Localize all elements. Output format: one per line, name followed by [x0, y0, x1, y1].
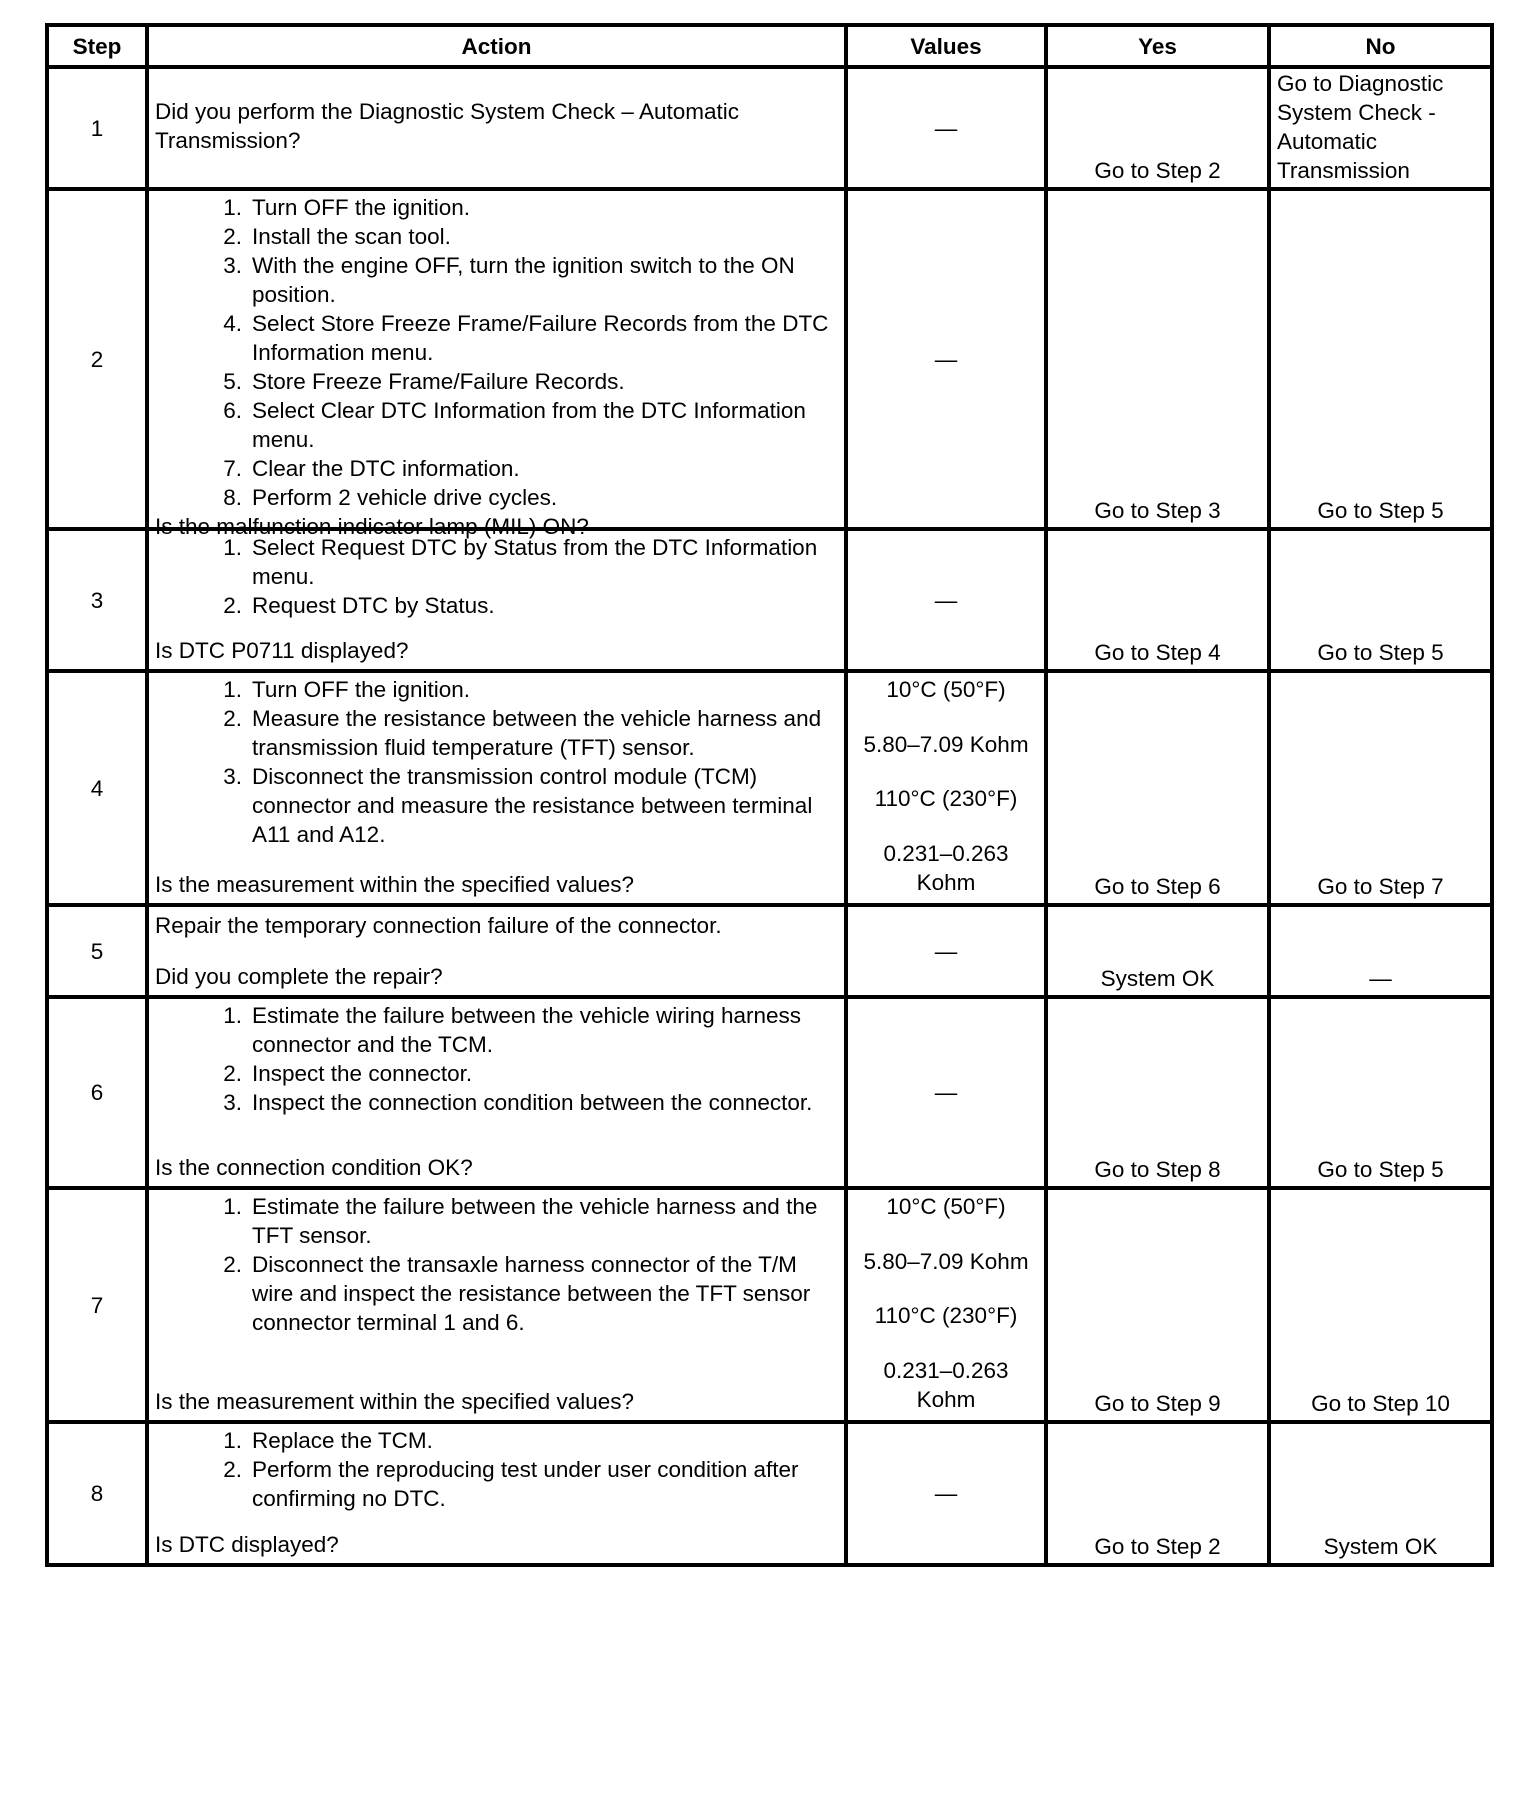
list-item-text: Select Store Freeze Frame/Failure Records from the DTC Information menu. — [252, 311, 829, 365]
values-cell: — — [846, 189, 1046, 529]
table-row — [47, 529, 1492, 671]
list-item — [155, 1088, 838, 1117]
no-result: — — [1269, 905, 1492, 997]
list-item — [155, 704, 838, 762]
action-body — [155, 673, 838, 849]
list-item — [155, 222, 838, 251]
list-item — [155, 1192, 838, 1250]
spec-value: 10°C (50°F) — [886, 677, 1006, 702]
action-question: Is DTC displayed? — [155, 1532, 339, 1557]
list-item — [155, 367, 838, 396]
action-question: Did you complete the repair? — [155, 964, 443, 989]
action-cell — [147, 529, 846, 671]
list-item-number: 1. — [223, 677, 242, 702]
no-result: Go to Step 7 — [1269, 671, 1492, 905]
list-item-text: Perform the reproducing test under user condition after confirming no DTC. — [252, 1457, 799, 1511]
action-body — [155, 1190, 838, 1337]
values-cell — [846, 1188, 1046, 1422]
action-body — [155, 1424, 838, 1513]
action-content — [155, 531, 838, 665]
list-item-text: Select Request DTC by Status from the DTC Information menu. — [252, 535, 818, 589]
header-yes: Yes — [1046, 25, 1269, 67]
table-row — [47, 671, 1492, 905]
step-number: 4 — [47, 671, 147, 905]
action-text: Repair the temporary connection failure of the connector. — [155, 913, 722, 938]
list-item-number: 2. — [223, 1252, 242, 1277]
list-item-text: Inspect the connection condition between the connector. — [252, 1090, 813, 1115]
action-question: Is the measurement within the specified values? — [155, 1389, 635, 1414]
no-result: Go to Step 10 — [1269, 1188, 1492, 1422]
list-item — [155, 1426, 838, 1455]
list-item — [155, 1455, 838, 1513]
action-question: Is the measurement within the specified values? — [155, 872, 635, 897]
action-content — [155, 999, 838, 1182]
list-item-number: 1. — [223, 1003, 242, 1028]
action-steps-list — [155, 193, 838, 512]
action-content — [155, 1424, 838, 1559]
action-cell — [147, 67, 846, 189]
action-body — [155, 999, 838, 1117]
list-item-number: 2. — [223, 706, 242, 731]
list-item — [155, 675, 838, 704]
list-item-text: Install the scan tool. — [252, 224, 451, 249]
step-number: 1 — [47, 67, 147, 189]
table-row — [47, 189, 1492, 529]
action-question: Is DTC P0711 displayed? — [155, 638, 409, 663]
spec-value: 0.231–0.263 Kohm — [883, 840, 1009, 895]
list-item — [155, 454, 838, 483]
list-item-number: 1. — [223, 535, 242, 560]
list-item-number: 3. — [223, 1090, 242, 1115]
values-stack — [854, 673, 1038, 899]
action-content — [155, 191, 838, 539]
action-content — [155, 673, 838, 899]
list-item-number: 2. — [223, 1061, 242, 1086]
action-steps-list — [155, 1192, 838, 1337]
action-body — [155, 907, 838, 940]
list-item-text: Disconnect the transaxle harness connector of the T/M wire and inspect the resistance between the TFT sensor connector terminal 1 and 6. — [252, 1252, 811, 1335]
list-item-number: 1. — [223, 195, 242, 220]
diagnostic-table — [45, 23, 1494, 1567]
action-content — [155, 69, 838, 169]
list-item-number: 4. — [223, 311, 242, 336]
list-item — [155, 251, 838, 309]
step-number: 6 — [47, 997, 147, 1188]
spec-value: 5.80–7.09 Kohm — [863, 731, 1029, 757]
action-body — [155, 531, 838, 620]
list-item-text: Select Clear DTC Information from the DTC Information menu. — [252, 398, 806, 452]
list-item-text: Estimate the failure between the vehicle harness and the TFT sensor. — [252, 1194, 818, 1248]
list-item-text: Store Freeze Frame/Failure Records. — [252, 369, 625, 394]
list-item-number: 2. — [223, 224, 242, 249]
list-item — [155, 1059, 838, 1088]
yes-result: Go to Step 9 — [1046, 1188, 1269, 1422]
yes-result: Go to Step 4 — [1046, 529, 1269, 671]
action-cell — [147, 1188, 846, 1422]
list-item-text: Disconnect the transmission control module (TCM) connector and measure the resistance between terminal A11 and A12. — [252, 764, 813, 847]
list-item-text: Request DTC by Status. — [252, 593, 495, 618]
header-no: No — [1269, 25, 1492, 67]
values-cell — [846, 671, 1046, 905]
values-cell: — — [846, 905, 1046, 997]
action-body — [155, 191, 838, 512]
yes-result: Go to Step 8 — [1046, 997, 1269, 1188]
list-item-number: 8. — [223, 485, 242, 510]
action-cell — [147, 671, 846, 905]
no-result: System OK — [1269, 1422, 1492, 1565]
no-result: Go to Step 5 — [1269, 529, 1492, 671]
yes-result: Go to Step 3 — [1046, 189, 1269, 529]
list-item-text: Turn OFF the ignition. — [252, 677, 471, 702]
action-cell — [147, 905, 846, 997]
values-stack — [854, 1190, 1038, 1416]
list-item-text: Estimate the failure between the vehicle wiring harness connector and the TCM. — [252, 1003, 802, 1057]
list-item — [155, 591, 838, 620]
header-action: Action — [147, 25, 846, 67]
list-item-text: Turn OFF the ignition. — [252, 195, 471, 220]
step-number: 5 — [47, 905, 147, 997]
list-item-number: 1. — [223, 1428, 242, 1453]
action-steps-list — [155, 1001, 838, 1117]
list-item-text: Replace the TCM. — [252, 1428, 433, 1453]
list-item — [155, 396, 838, 454]
list-item-text: Measure the resistance between the vehicle harness and transmission fluid temperature (TFT) sensor. — [252, 706, 822, 760]
action-content — [155, 1190, 838, 1416]
action-steps-list — [155, 675, 838, 849]
action-question: Is the malfunction indicator lamp (MIL) ON? — [155, 514, 589, 539]
list-item-number: 2. — [223, 1457, 242, 1482]
header-row — [47, 25, 1492, 67]
list-item — [155, 533, 838, 591]
action-body — [155, 69, 838, 155]
list-item — [155, 309, 838, 367]
no-result: Go to Diagnostic System Check - Automatic Transmission — [1269, 67, 1492, 189]
yes-result: Go to Step 2 — [1046, 67, 1269, 189]
spec-value: 0.231–0.263 Kohm — [883, 1357, 1009, 1412]
list-item-number: 1. — [223, 1194, 242, 1219]
step-number: 3 — [47, 529, 147, 671]
values-cell: — — [846, 997, 1046, 1188]
spec-value: 110°C (230°F) — [874, 1303, 1018, 1329]
list-item — [155, 1250, 838, 1337]
yes-result: Go to Step 2 — [1046, 1422, 1269, 1565]
list-item-number: 2. — [223, 593, 242, 618]
list-item-text: Clear the DTC information. — [252, 456, 520, 481]
table-row — [47, 1188, 1492, 1422]
action-steps-list — [155, 533, 838, 620]
list-item-number: 3. — [223, 764, 242, 789]
no-result: Go to Step 5 — [1269, 997, 1492, 1188]
action-text: Did you perform the Diagnostic System Check – Automatic Transmission? — [155, 99, 740, 153]
action-steps-list — [155, 1426, 838, 1513]
list-item — [155, 193, 838, 222]
list-item-number: 6. — [223, 398, 242, 423]
action-cell — [147, 189, 846, 539]
list-item-text: Perform 2 vehicle drive cycles. — [252, 485, 558, 510]
no-result: Go to Step 5 — [1269, 189, 1492, 529]
list-item-text: With the engine OFF, turn the ignition switch to the ON position. — [252, 253, 795, 307]
spec-value: 110°C (230°F) — [874, 786, 1018, 812]
list-item-number: 7. — [223, 456, 242, 481]
table-row — [47, 1422, 1492, 1565]
yes-result: Go to Step 6 — [1046, 671, 1269, 905]
table-row — [47, 997, 1492, 1188]
step-number: 8 — [47, 1422, 147, 1565]
yes-result: System OK — [1046, 905, 1269, 997]
values-cell: — — [846, 67, 1046, 189]
list-item — [155, 483, 838, 512]
step-number: 7 — [47, 1188, 147, 1422]
action-question: Is the connection condition OK? — [155, 1155, 473, 1180]
table-row — [47, 905, 1492, 997]
action-cell — [147, 1422, 846, 1565]
header-step: Step — [47, 25, 147, 67]
header-values: Values — [846, 25, 1046, 67]
values-cell: — — [846, 529, 1046, 671]
values-cell: — — [846, 1422, 1046, 1565]
step-number: 2 — [47, 189, 147, 529]
action-cell — [147, 997, 846, 1188]
list-item-text: Inspect the connector. — [252, 1061, 473, 1086]
table-row — [47, 67, 1492, 189]
list-item-number: 3. — [223, 253, 242, 278]
list-item-number: 5. — [223, 369, 242, 394]
spec-value: 5.80–7.09 Kohm — [863, 1248, 1029, 1274]
action-content — [155, 907, 838, 991]
spec-value: 10°C (50°F) — [886, 1194, 1006, 1219]
list-item — [155, 762, 838, 849]
list-item — [155, 1001, 838, 1059]
